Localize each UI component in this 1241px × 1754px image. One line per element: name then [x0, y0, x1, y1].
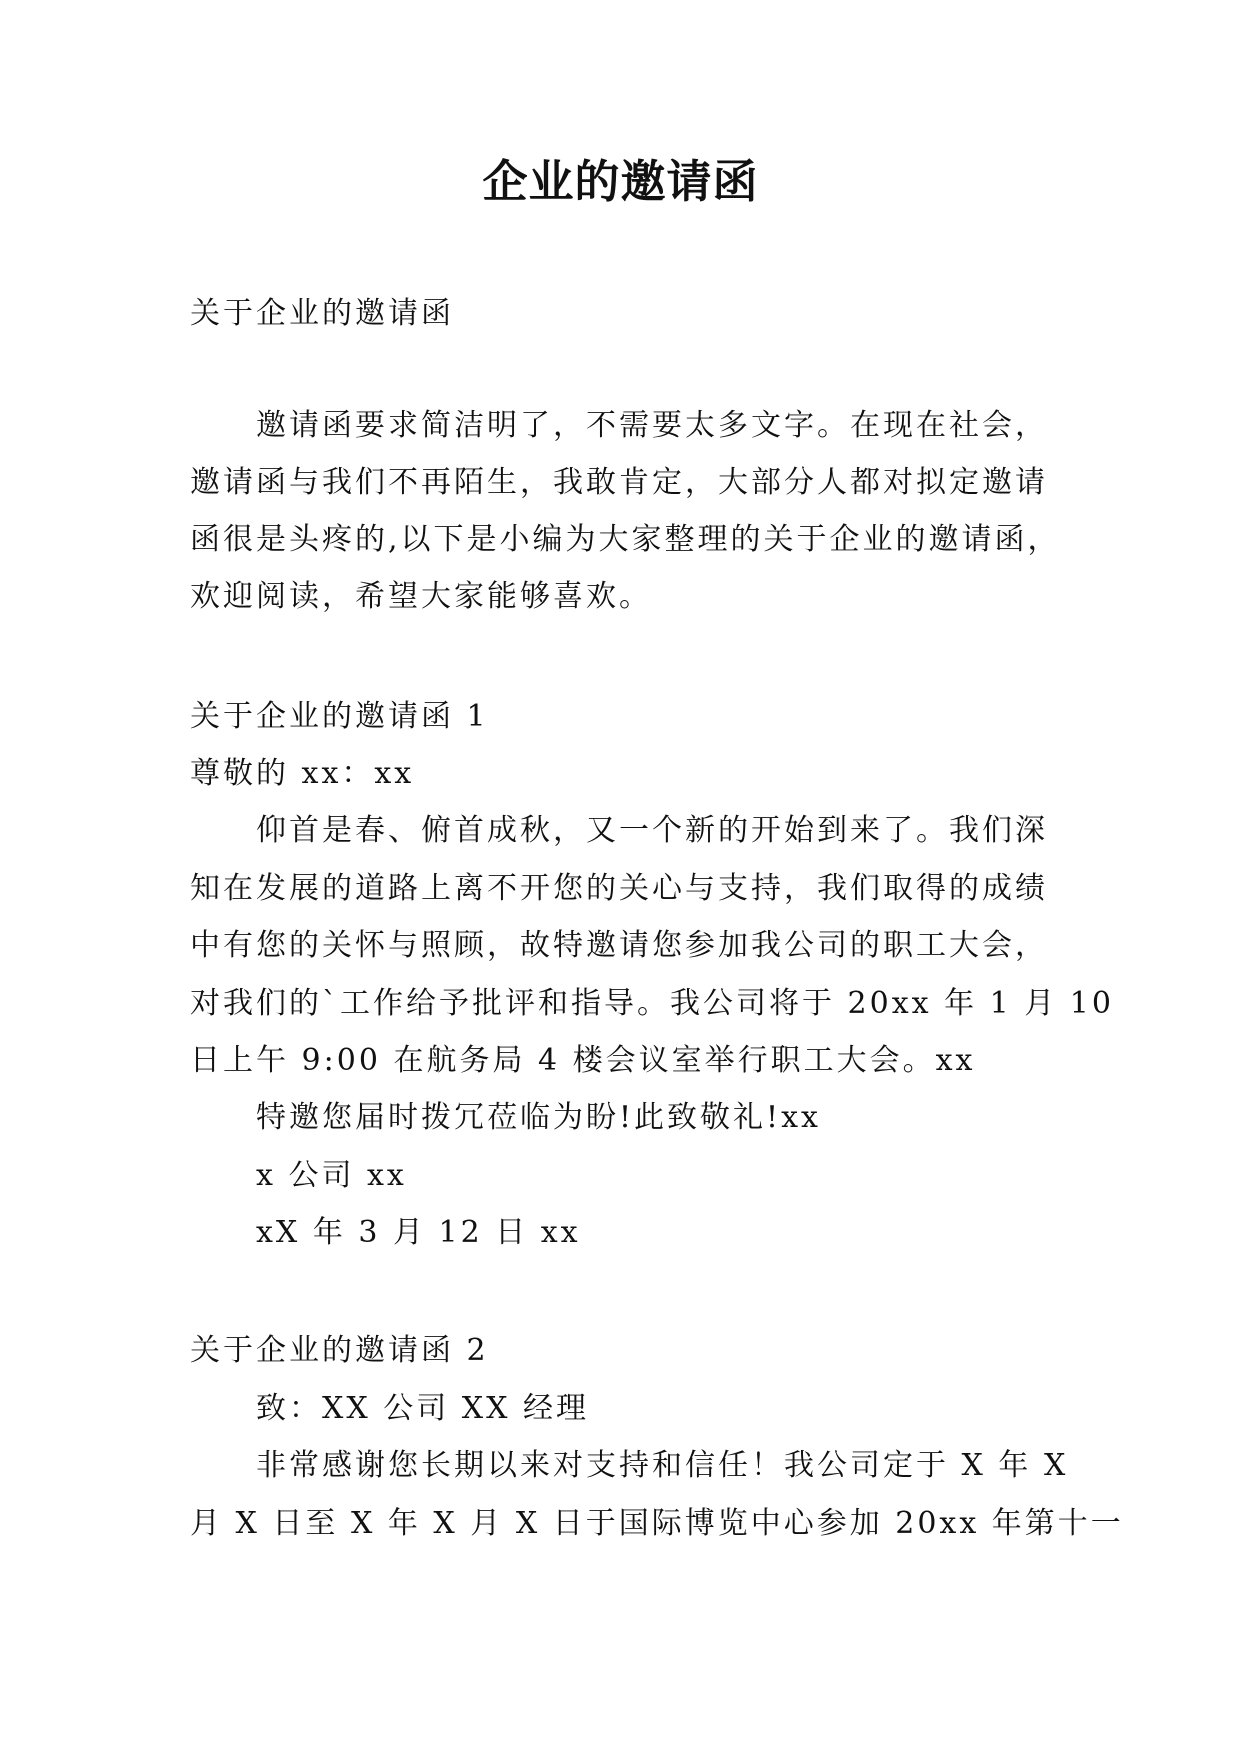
- section1-closing: 特邀您届时拨冗莅临为盼!此致敬礼!xx: [256, 1100, 821, 1135]
- section1-body-line-2: 知在发展的道路上离不开您的关心与支持，我们取得的成绩: [190, 871, 1048, 906]
- section1-body-line-1: 仰首是春、俯首成秋，又一个新的开始到来了。我们深: [256, 813, 1048, 848]
- section2-body-line-1: 非常感谢您长期以来对支持和信任！我公司定于 X 年 X: [256, 1448, 1069, 1483]
- section1-heading: 关于企业的邀请函 1: [190, 699, 489, 734]
- section1-signature: x 公司 xx: [256, 1158, 407, 1193]
- intro-line-1: 邀请函要求简洁明了，不需要太多文字。在现在社会，: [256, 408, 1048, 443]
- intro-line-4: 欢迎阅读，希望大家能够喜欢。: [190, 579, 652, 614]
- section2-heading: 关于企业的邀请函 2: [190, 1333, 489, 1368]
- document-title: 企业的邀请函: [482, 155, 759, 208]
- section1-body-line-4: 对我们的`工作给予批评和指导。我公司将于 20xx 年 1 月 10: [190, 986, 1114, 1021]
- subtitle: 关于企业的邀请函: [190, 296, 454, 331]
- section2-body-line-2: 月 X 日至 X 年 X 月 X 日于国际博览中心参加 20xx 年第十一: [190, 1506, 1124, 1541]
- intro-line-3: 函很是头疼的,以下是小编为大家整理的关于企业的邀请函，: [190, 522, 1061, 557]
- section1-date: xX 年 3 月 12 日 xx: [256, 1215, 581, 1250]
- section1-body-line-3: 中有您的关怀与照顾，故特邀请您参加我公司的职工大会，: [190, 928, 1048, 963]
- section1-salutation: 尊敬的 xx：xx: [190, 756, 415, 791]
- section2-addressee: 致：XX 公司 XX 经理: [256, 1391, 590, 1426]
- section1-body-line-5: 日上午 9:00 在航务局 4 楼会议室举行职工大会。xx: [190, 1043, 976, 1078]
- intro-line-2: 邀请函与我们不再陌生，我敢肯定，大部分人都对拟定邀请: [190, 465, 1048, 500]
